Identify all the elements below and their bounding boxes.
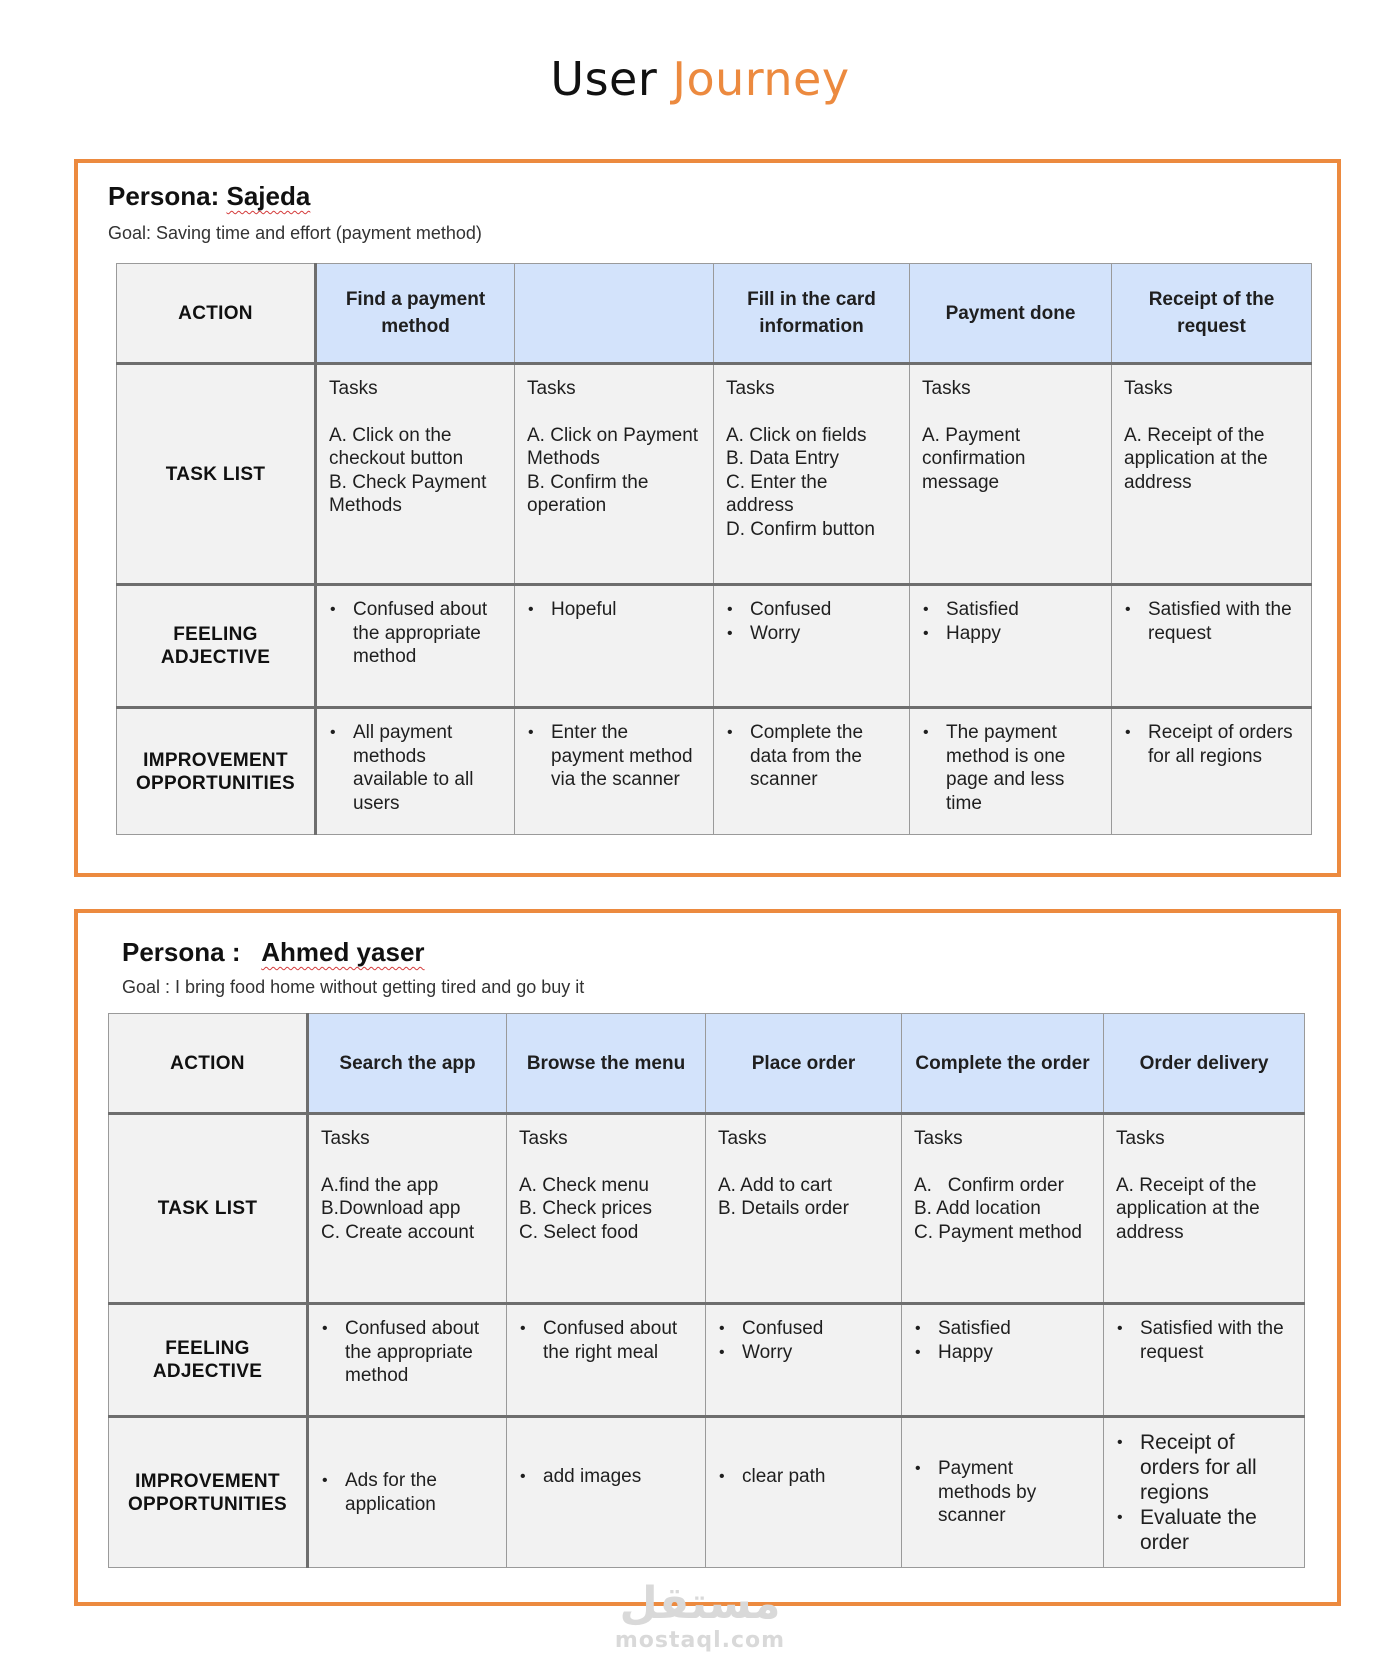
- task-cell: [308, 1114, 507, 1304]
- improvement-item: • The payment method is one page and less time: [922, 721, 1099, 815]
- tasks-title: Tasks: [1124, 378, 1173, 399]
- tasks-title: Tasks: [718, 1128, 767, 1149]
- improvement-cell: [515, 708, 714, 835]
- tasks-title: Tasks: [914, 1128, 963, 1149]
- task-item: A. Click on Payment Methods: [527, 424, 699, 469]
- row-header: TASK LIST: [109, 1114, 308, 1304]
- action-cell: Place order: [706, 1014, 902, 1114]
- improvement-item: • Receipt of orders for all regions: [1116, 1430, 1292, 1505]
- improvement-item: • Enter the payment method via the scanner: [527, 721, 701, 792]
- feeling-cell: [316, 585, 515, 708]
- action-cell: Search the app: [308, 1014, 507, 1114]
- improvement-cell: [706, 1417, 902, 1568]
- task-item: B. Check prices: [519, 1198, 653, 1219]
- task-cell: [515, 364, 714, 585]
- action-cell: Browse the menu: [507, 1014, 706, 1114]
- persona-label: Persona :: [122, 937, 241, 967]
- task-item: A. Receipt of the application at the address: [1116, 1174, 1260, 1243]
- action-cell: [515, 264, 714, 364]
- persona-heading: [108, 181, 310, 212]
- row-header: ACTION: [117, 264, 316, 364]
- feeling-item: • Satisfied: [922, 598, 1099, 622]
- page-title: [0, 52, 1400, 106]
- task-item: A. Confirm order: [914, 1174, 1064, 1196]
- title-part-journey: Journey: [672, 52, 850, 106]
- feeling-row: [117, 585, 1312, 708]
- task-item: C. Payment method: [914, 1221, 1082, 1243]
- row-header: TASK LIST: [117, 364, 316, 585]
- task-item: C. Select food: [519, 1221, 639, 1243]
- feeling-item: • Confused about the appropriate method: [321, 1317, 494, 1388]
- task-item: A. Payment confirmation message: [922, 424, 1026, 493]
- feeling-item: • Confused about the right meal: [519, 1317, 693, 1364]
- watermark-logo: [0, 1578, 1400, 1629]
- task-item: B.Download app: [321, 1198, 461, 1219]
- feeling-cell: [706, 1304, 902, 1417]
- watermark-text: mostaql.com: [614, 1628, 786, 1653]
- task-cell: [1112, 364, 1312, 585]
- row-header: ACTION: [109, 1014, 308, 1114]
- task-item: A. Click on the checkout button: [329, 424, 464, 469]
- feeling-item: • Satisfied: [914, 1317, 1091, 1341]
- task-item: C. Create account: [321, 1221, 475, 1243]
- feeling-cell: [308, 1304, 507, 1417]
- feeling-item: • Confused about the appropriate method: [329, 598, 502, 669]
- task-item: B. Details order: [718, 1198, 849, 1219]
- feeling-item: • Hopeful: [527, 598, 701, 622]
- improvement-item: • All payment methods available to all users: [329, 721, 502, 815]
- task-cell: [902, 1114, 1104, 1304]
- task-item: A. Receipt of the application at the address: [1124, 424, 1268, 493]
- improvement-row: [117, 708, 1312, 835]
- improvement-item: • Receipt of orders for all regions: [1124, 721, 1299, 768]
- row-header: FEELING ADJECTIVE: [109, 1304, 308, 1417]
- tasks-title: Tasks: [329, 378, 378, 399]
- feeling-cell: [910, 585, 1112, 708]
- persona-goal: Goal : I bring food home without getting tired and go buy it: [122, 977, 585, 997]
- task-cell: [1104, 1114, 1305, 1304]
- improvement-row: [109, 1417, 1305, 1568]
- feeling-cell: [1112, 585, 1312, 708]
- feeling-cell: [902, 1304, 1104, 1417]
- row-header: FEELING ADJECTIVE: [117, 585, 316, 708]
- improvement-item: • clear path: [718, 1465, 889, 1489]
- row-header: IMPROVEMENT OPPORTUNITIES: [109, 1417, 308, 1568]
- tasks-title: Tasks: [519, 1128, 568, 1149]
- improvement-item: • Ads for the application: [321, 1469, 494, 1516]
- feeling-item: • Worry: [726, 622, 897, 646]
- feeling-cell: [507, 1304, 706, 1417]
- tasks-title: Tasks: [321, 1128, 370, 1149]
- action-row: [109, 1014, 1305, 1114]
- task-cell: [706, 1114, 902, 1304]
- action-cell: Fill in the card information: [714, 264, 910, 364]
- improvement-cell: [308, 1417, 507, 1568]
- feeling-item: • Happy: [922, 622, 1099, 646]
- improvement-cell: [1112, 708, 1312, 835]
- task-list-row: [117, 364, 1312, 585]
- watermark-logo-text: مستقل: [619, 1578, 781, 1629]
- action-row: [117, 264, 1312, 364]
- persona-goal: Goal: Saving time and effort (payment method): [108, 223, 482, 243]
- persona-name: Sajeda: [226, 181, 311, 211]
- action-cell: Complete the order: [902, 1014, 1104, 1114]
- action-cell: Payment done: [910, 264, 1112, 364]
- action-cell: Order delivery: [1104, 1014, 1305, 1114]
- persona-name: Ahmed yaser: [261, 937, 425, 967]
- tasks-title: Tasks: [527, 378, 576, 399]
- persona-label: Persona:: [108, 181, 220, 211]
- action-cell: Find a payment method: [316, 264, 515, 364]
- improvement-cell: [507, 1417, 706, 1568]
- journey-table: [116, 263, 1312, 835]
- improvement-cell: [316, 708, 515, 835]
- row-header: IMPROVEMENT OPPORTUNITIES: [117, 708, 316, 835]
- task-item: A. Add to cart: [718, 1174, 833, 1196]
- task-item: A. Click on fields: [726, 424, 867, 446]
- persona-heading: [122, 937, 425, 968]
- task-list-row: [109, 1114, 1305, 1304]
- tasks-title: Tasks: [1116, 1128, 1165, 1149]
- task-cell: [507, 1114, 706, 1304]
- task-cell: [316, 364, 515, 585]
- improvement-cell: [1104, 1417, 1305, 1568]
- task-item: A. Check menu: [519, 1174, 649, 1196]
- feeling-row: [109, 1304, 1305, 1417]
- task-item: B. Data Entry: [726, 448, 839, 469]
- feeling-item: • Confused: [726, 598, 897, 622]
- feeling-cell: [1104, 1304, 1305, 1417]
- task-item: B. Check Payment Methods: [329, 471, 487, 516]
- journey-table: [108, 1013, 1305, 1568]
- improvement-item: • Complete the data from the scanner: [726, 721, 897, 792]
- improvement-item: • add images: [519, 1465, 693, 1489]
- feeling-cell: [714, 585, 910, 708]
- title-part-user: User: [550, 52, 658, 106]
- task-item: D. Confirm button: [726, 518, 875, 540]
- improvement-cell: [902, 1417, 1104, 1568]
- action-cell: Receipt of the request: [1112, 264, 1312, 364]
- feeling-item: • Satisfied with the request: [1116, 1317, 1292, 1364]
- task-cell: [910, 364, 1112, 585]
- persona-card-1: [74, 159, 1341, 877]
- feeling-cell: [515, 585, 714, 708]
- feeling-item: • Happy: [914, 1341, 1091, 1365]
- task-cell: [714, 364, 910, 585]
- improvement-item: • Payment methods by scanner: [914, 1457, 1091, 1528]
- feeling-item: • Confused: [718, 1317, 889, 1341]
- task-item: B. Add location: [914, 1198, 1041, 1219]
- improvement-cell: [714, 708, 910, 835]
- task-item: B. Confirm the operation: [527, 471, 649, 516]
- improvement-cell: [910, 708, 1112, 835]
- tasks-title: Tasks: [922, 378, 971, 399]
- persona-card-2: [74, 909, 1341, 1606]
- tasks-title: Tasks: [726, 378, 775, 399]
- task-item: C. Enter the address: [726, 471, 828, 516]
- task-item: A.find the app: [321, 1174, 439, 1196]
- feeling-item: • Satisfied with the request: [1124, 598, 1299, 645]
- feeling-item: • Worry: [718, 1341, 889, 1365]
- improvement-item: • Evaluate the order: [1116, 1505, 1292, 1555]
